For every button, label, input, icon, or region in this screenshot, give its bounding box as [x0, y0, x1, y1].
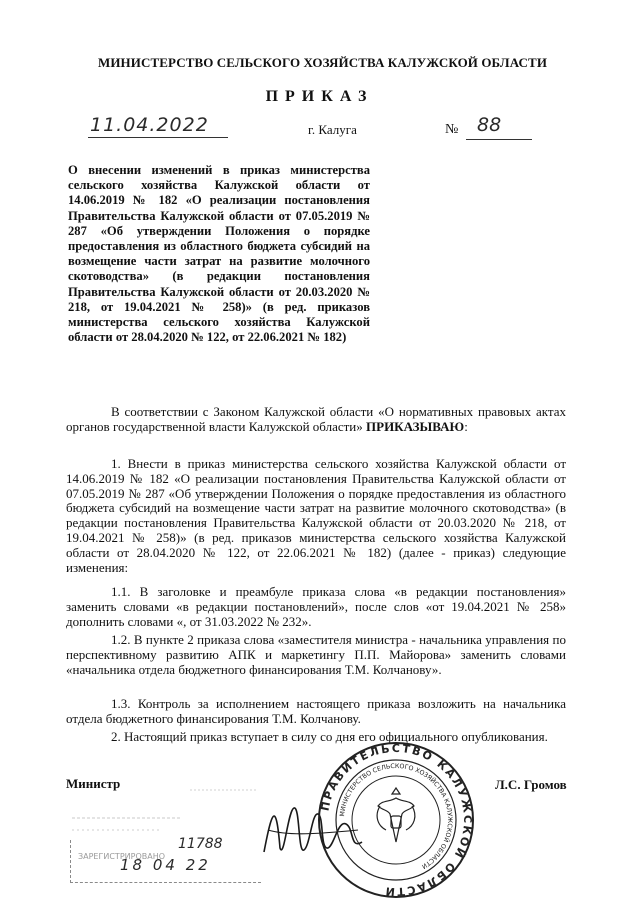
registration-number: 11788 [178, 836, 223, 852]
official-stamp [316, 740, 476, 900]
svg-text:ПРАВИТЕЛЬСТВО КАЛУЖСКОЙ ОБЛАСТ: ПРАВИТЕЛЬСТВО КАЛУЖСКОЙ ОБЛАСТИ [318, 741, 475, 899]
faint-scan-marks [70, 812, 190, 836]
item-2: 2. Настоящий приказ вступает в силу со дня его официального опубликования. [111, 729, 548, 744]
number-underline [466, 139, 532, 140]
registration-date: 18 04 22 [120, 856, 211, 874]
item-1-2: 1.2. В пункте 2 приказа слова «заместителя министра - начальника управления по перспективному развитию АПК и маркетингу П.П. Майорова» заменить словами «начальника отдела бюджетного финансирования Т.М. Колчанову». [66, 632, 566, 677]
preamble [66, 405, 566, 435]
faint-scan-mark-right [190, 786, 260, 794]
registration-label: ЗАРЕГИСТРИРОВАНО [78, 852, 166, 861]
preamble-end: : [464, 418, 468, 434]
handwritten-date: 11.04.2022 [90, 114, 209, 136]
svg-text:МИНИСТЕРСТВО СЕЛЬСКОГО ХОЗЯЙСТ: МИНИСТЕРСТВО СЕЛЬСКОГО ХОЗЯЙСТВА КАЛУЖСКОЙ ОБЛАСТИ [339, 762, 454, 870]
item-1-1: 1.1. В заголовке и преамбуле приказа слова «в редакции постановления» заменить словами «в редакции постановлений», после слов «от 19.04.2021 № 258» дополнить словами «, от 31.03.2022 № 232». [66, 584, 566, 629]
coat-of-arms-icon [377, 788, 415, 842]
date-underline [88, 137, 228, 138]
number-label: № [445, 122, 459, 137]
signatory-title: Министр [66, 776, 121, 791]
preamble-emphasis: ПРИКАЗЫВАЮ [366, 418, 465, 434]
order-subject: О внесении изменений в приказ министерства сельского хозяйства Калужской области от 14.06.2019 № 182 «О реализации постановления Правительства Калужской области от 07.05.2019 № 287 «Об утверждении Положения о порядке предоставления из областного бюджета субсидий на возмещение части затрат на развитие молочного скотоводства» (в редакции постановления Правительства Калужской области от 20.03.2020 № 218, от 19.04.2021 № 258)» (в ред. приказов министерства сельского хозяйства Калужской области от 28.04.2020 № 122, от 22.06.2021 № 182) [68, 163, 370, 345]
city: г. Калуга [308, 122, 357, 137]
ministry-name: МИНИСТЕРСТВО СЕЛЬСКОГО ХОЗЯЙСТВА КАЛУЖСКОЙ ОБЛАСТИ [97, 55, 548, 70]
preamble-text: В соответствии с Законом Калужской области «О нормативных правовых актах органов государственной власти Калужской области» [66, 404, 566, 434]
document-title: ПРИКАЗ [265, 88, 374, 105]
item-1: 1. Внести в приказ министерства сельского хозяйства Калужской области от 14.06.2019 № 182 «О реализации постановления Правительства Калужской области от 07.05.2019 № 287 «Об утверждении Положения о порядке предоставления из областного бюджета субсидий на возмещение части затрат на развитие молочного скотоводства» (в редакции постановления Правительства Калужской области от 20.03.2020 № 218, от 19.04.2021 № 258)» (в ред. приказов министерства сельского хозяйства Калужской области от 28.04.2020 № 122, от 22.06.2021 № 182) (далее - приказ) следующие изменения: [66, 456, 566, 575]
handwritten-number: 88 [477, 114, 502, 136]
item-1-3: 1.3. Контроль за исполнением настоящего приказа возложить на начальника отдела бюджетного финансирования Т.М. Колчанову. [66, 696, 566, 726]
signatory-name: Л.С. Громов [495, 777, 567, 792]
